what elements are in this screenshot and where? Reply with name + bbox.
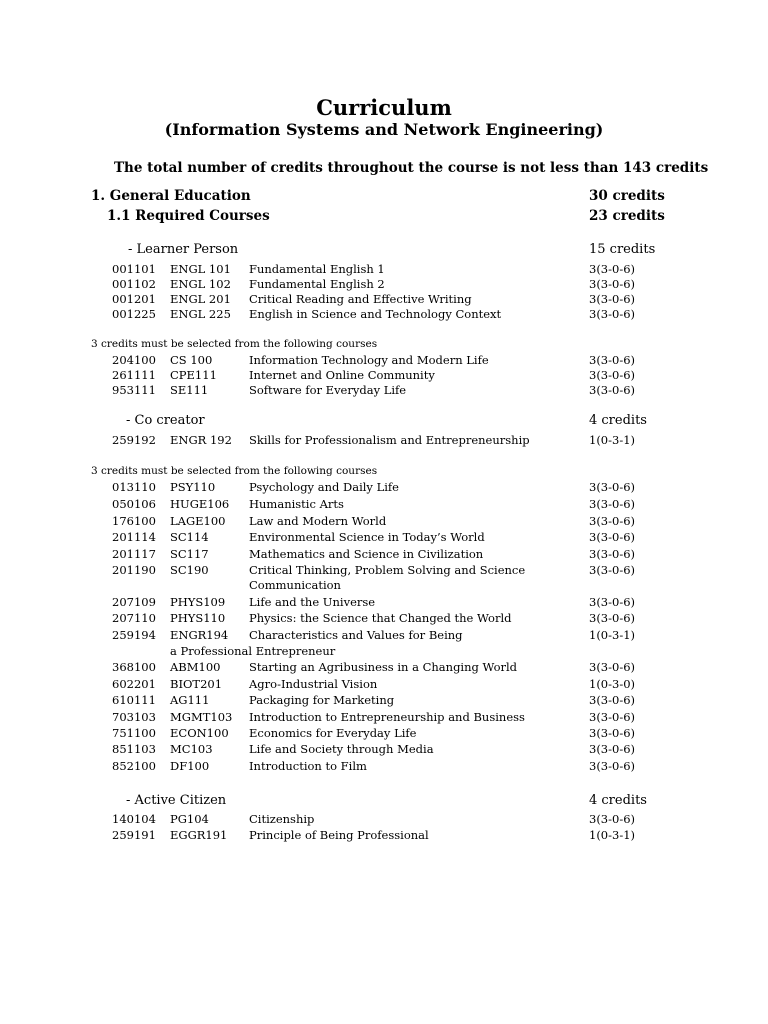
course-number: 013110 [112,480,156,494]
course-name: Fundamental English 2 [249,277,385,291]
page-subtitle: (Information Systems and Network Engineering) [164,120,604,139]
course-row-continuation [0,644,768,660]
course-credit: 3(3-0-6) [589,563,636,577]
course-code: ECON100 [170,726,229,740]
course-row [0,530,768,546]
course-row [0,368,768,384]
course-name: Characteristics and Values for Being [249,628,463,642]
course-credit: 3(3-0-6) [589,812,636,826]
course-row [0,262,768,278]
course-number: 204100 [112,353,156,367]
course-number: 751100 [112,726,156,740]
course-credit: 3(3-0-6) [589,530,636,544]
course-credit: 3(3-0-6) [589,742,636,756]
course-credit: 3(3-0-6) [589,514,636,528]
course-row [0,383,768,399]
course-row [0,710,768,726]
course-credit: 1(0-3-1) [589,828,636,842]
course-number: 001225 [112,307,156,321]
course-credit: 3(3-0-6) [589,262,636,276]
course-name: Physics: the Science that Changed the World [249,611,512,625]
course-name: Economics for Everyday Life [249,726,417,740]
course-row [0,595,768,611]
course-code: MGMT103 [170,710,233,724]
course-number: 261111 [112,368,156,382]
course-row [0,277,768,293]
course-credit: 3(3-0-6) [589,353,636,367]
course-number: 852100 [112,759,156,773]
course-name: Skills for Professionalism and Entrepreneurship [249,433,530,447]
course-name: Introduction to Film [249,759,367,773]
course-credit: 3(3-0-6) [589,660,636,674]
course-name: Critical Reading and Effective Writing [249,292,472,306]
course-name: Humanistic Arts [249,497,344,511]
course-code: PHYS110 [170,611,226,625]
course-credit: 3(3-0-6) [589,480,636,494]
course-row [0,307,768,323]
course-name: Agro-Industrial Vision [249,677,378,691]
course-name: Environmental Science in Today’s World [249,530,485,544]
course-number: 602201 [112,677,156,691]
course-credit: 3(3-0-6) [589,368,636,382]
course-credit: 3(3-0-6) [589,383,636,397]
course-name: Law and Modern World [249,514,387,528]
group-learner-person-label: - Learner Person [128,242,239,257]
course-row [0,812,768,828]
course-code: ENGL 101 [170,262,231,276]
section-required-courses-label: 1.1 Required Courses [107,208,270,224]
group-active-citizen-credits: 4 credits [589,793,647,808]
group-active-citizen-label: - Active Citizen [126,793,227,808]
course-credit: 3(3-0-6) [589,710,636,724]
course-number: 001102 [112,277,156,291]
course-code: CS 100 [170,353,213,367]
course-number: 610111 [112,693,156,707]
course-name: Critical Thinking, Problem Solving and Science [249,563,526,577]
course-name: English in Science and Technology Context [249,307,502,321]
course-credit: 3(3-0-6) [589,497,636,511]
course-row [0,628,768,644]
course-number: 201114 [112,530,156,544]
section-general-education-credits: 30 credits [589,188,665,204]
course-name: a Professional Entrepreneur [170,644,336,658]
course-number: 207109 [112,595,156,609]
course-row [0,660,768,676]
course-number: 001101 [112,262,156,276]
course-code: SC114 [170,530,209,544]
course-row-continuation [0,578,768,594]
course-row [0,828,768,844]
group-learner-person-credits: 15 credits [589,242,656,257]
course-credit: 3(3-0-6) [589,595,636,609]
course-row [0,497,768,513]
course-number: 259192 [112,433,156,447]
course-code: AG111 [170,693,210,707]
course-name: Life and the Universe [249,595,376,609]
course-name: Internet and Online Community [249,368,435,382]
course-row [0,677,768,693]
course-number: 259194 [112,628,156,642]
course-code: ENGL 201 [170,292,231,306]
course-name: Information Technology and Modern Life [249,353,489,367]
course-code: SC117 [170,547,209,561]
course-credit: 3(3-0-6) [589,693,636,707]
group-co-creator-label: - Co creator [126,413,205,428]
course-row [0,693,768,709]
elective-note: 3 credits must be selected from the following courses [91,465,378,477]
total-credits-statement: The total number of credits throughout the course is not less than 143 credits [114,160,709,176]
course-name: Citizenship [249,812,315,826]
course-name: Fundamental English 1 [249,262,385,276]
course-name: Software for Everyday Life [249,383,407,397]
course-credit: 3(3-0-6) [589,547,636,561]
course-credit: 1(0-3-1) [589,433,636,447]
course-credit: 3(3-0-6) [589,726,636,740]
course-name: Starting an Agribusiness in a Changing World [249,660,518,674]
course-code: PG104 [170,812,209,826]
course-row [0,433,768,449]
course-credit: 3(3-0-6) [589,277,636,291]
course-code: CPE111 [170,368,217,382]
course-code: ENGL 102 [170,277,231,291]
course-number: 703103 [112,710,156,724]
elective-note: 3 credits must be selected from the following courses [91,338,378,350]
course-name: Psychology and Daily Life [249,480,399,494]
course-number: 176100 [112,514,156,528]
course-row [0,480,768,496]
course-number: 201190 [112,563,156,577]
course-number: 368100 [112,660,156,674]
course-row [0,742,768,758]
course-number: 207110 [112,611,156,625]
course-number: 001201 [112,292,156,306]
course-row [0,514,768,530]
course-number: 201117 [112,547,156,561]
course-name: Mathematics and Science in Civilization [249,547,484,561]
course-code: PSY110 [170,480,216,494]
course-name: Life and Society through Media [249,742,434,756]
course-code: ENGR 192 [170,433,232,447]
course-credit: 1(0-3-0) [589,677,636,691]
course-number: 851103 [112,742,156,756]
course-row [0,547,768,563]
course-credit: 3(3-0-6) [589,611,636,625]
section-required-courses-credits: 23 credits [589,208,665,224]
course-code: ENGL 225 [170,307,231,321]
course-code: PHYS109 [170,595,226,609]
course-code: EGGR191 [170,828,228,842]
course-code: MC103 [170,742,213,756]
course-credit: 3(3-0-6) [589,292,636,306]
section-general-education-label: 1. General Education [91,188,251,204]
course-row [0,353,768,369]
course-code: SC190 [170,563,209,577]
course-row [0,563,768,579]
page-title: Curriculum [316,95,452,120]
course-number: 953111 [112,383,156,397]
course-credit: 1(0-3-1) [589,628,636,642]
course-code: DF100 [170,759,210,773]
course-code: ENGR194 [170,628,229,642]
course-credit: 3(3-0-6) [589,759,636,773]
course-code: LAGE100 [170,514,226,528]
course-row [0,292,768,308]
course-row [0,611,768,627]
course-code: BIOT201 [170,677,223,691]
course-name: Packaging for Marketing [249,693,395,707]
course-credit: 3(3-0-6) [589,307,636,321]
course-number: 259191 [112,828,156,842]
course-name: Introduction to Entrepreneurship and Business [249,710,525,724]
course-name: Communication [249,578,341,592]
group-co-creator-credits: 4 credits [589,413,647,428]
course-row [0,726,768,742]
course-row [0,759,768,775]
course-code: ABM100 [170,660,221,674]
course-code: HUGE106 [170,497,230,511]
course-number: 140104 [112,812,156,826]
course-name: Principle of Being Professional [249,828,429,842]
course-number: 050106 [112,497,156,511]
course-code: SE111 [170,383,209,397]
